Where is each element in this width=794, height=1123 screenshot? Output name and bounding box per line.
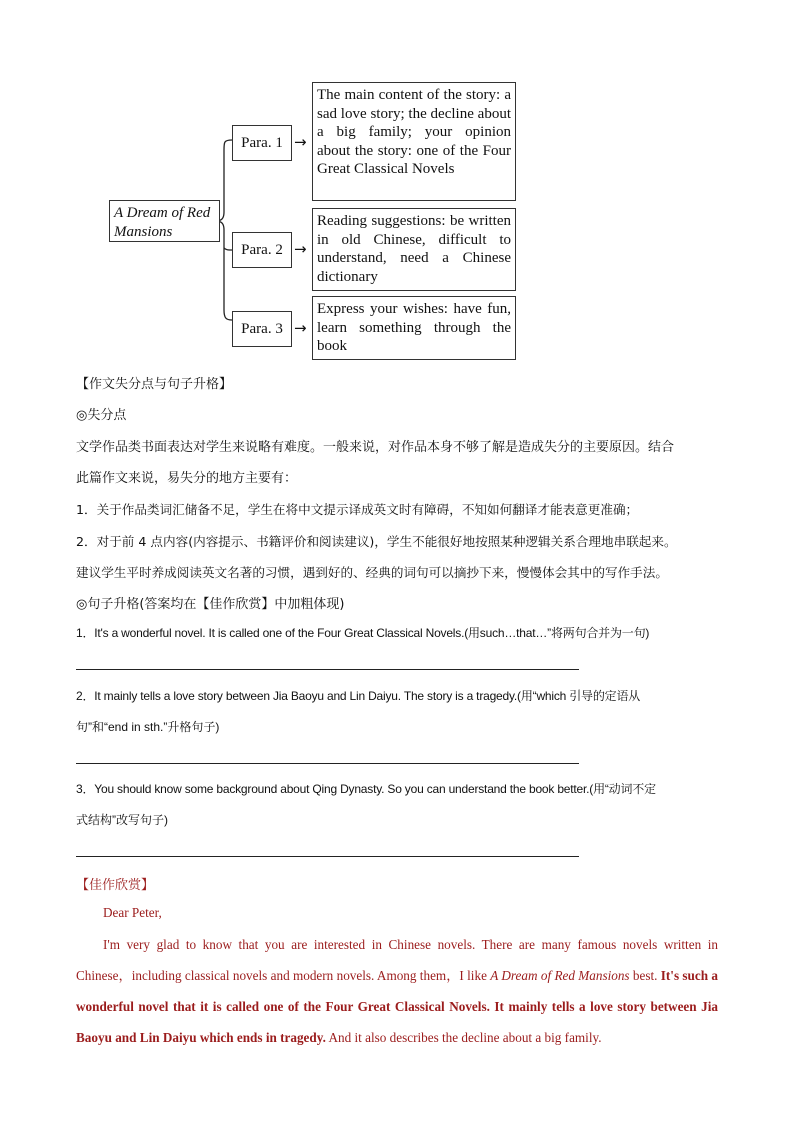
arrow-para-2: → (294, 240, 307, 258)
upgrade-question-2-line-2: 句”和“end in sth.”升格句子) (76, 720, 220, 734)
lose-points-heading: ◎失分点 (76, 408, 127, 423)
lose-point-item-1: 1．关于作品类词汇储备不足，学生在将中文提示译成英文时有障碍，不知如何翻译才能表意更准确； (76, 502, 639, 517)
upgrade-question-1: 1．It's a wonderful novel. It is called one of the Four Great Classical Novels.(用such…that…”将两句合并为一句) (76, 626, 650, 640)
letter-salutation: Dear Peter, (103, 905, 162, 920)
upgrade-question-3-line-1: 3．You should know some background about Qing Dynasty. So you can understand the book better.(用“动词不定 (76, 782, 656, 796)
para-1-content: The main content of the story: a sad love story; the decline about a big family; your opinion about the story: one of the Four Great Classical Novels (312, 82, 516, 201)
para-1-label: Para. 1 (232, 125, 292, 161)
lose-point-item-2: 2．对于前 4 点内容(内容提示、书籍评价和阅读建议)，学生不能很好地按照某种逻辑关系合理地串联起来。 (76, 534, 677, 549)
upgrade-question-2-line-1: 2．It mainly tells a love story between Jia Baoyu and Lin Daiyu. The story is a tragedy.(用“which 引导的定语从 (76, 689, 641, 703)
answer-line-3[interactable] (76, 856, 579, 857)
arrow-para-1: → (294, 133, 307, 151)
letter-p1-text-c: And it also describes the decline about a big family. (325, 1030, 602, 1045)
root-book-title: A Dream of Red Mansions (109, 200, 220, 242)
model-essay-heading: 【佳作欣赏】 (76, 878, 155, 893)
arrow-para-3: → (294, 319, 307, 337)
lose-points-intro-1: 文学作品类书面表达对学生来说略有难度。一般来说，对作品本身不够了解是造成失分的主要原因。结合 (76, 440, 675, 455)
upgrade-question-3-line-2: 式结构”改写句子) (76, 813, 168, 827)
answer-line-1[interactable] (76, 669, 579, 670)
para-2-content: Reading suggestions: be written in old Chinese, difficult to understand, need a Chinese dictionary (312, 208, 516, 291)
answer-line-2[interactable] (76, 763, 579, 764)
section-title: 【作文失分点与句子升格】 (76, 377, 233, 392)
story-structure-diagram (0, 0, 794, 370)
letter-book-title: A Dream of Red Mansions (490, 968, 630, 983)
letter-p1-text-b: best. (629, 968, 661, 983)
para-3-label: Para. 3 (232, 311, 292, 347)
letter-bold-answer: It's such a wonderful novel that it is called one of the Four Great Classical Novels. It mainly tells a love story between Jia Baoyu and Lin Daiyu which ends in tragedy. (76, 968, 718, 1045)
letter-paragraph-1 (76, 929, 718, 1053)
lose-points-advice: 建议学生平时养成阅读英文名著的习惯，遇到好的、经典的词句可以摘抄下来，慢慢体会其中的写作手法。 (76, 565, 668, 580)
upgrade-heading: ◎句子升格(答案均在【佳作欣赏】中加粗体现) (76, 597, 345, 612)
letter-p1-text-a: I'm very glad to know that you are interested in Chinese novels. There are many famous novels written in Chinese，including classical novels and modern novels. Among them，I like (76, 937, 718, 983)
para-3-content: Express your wishes: have fun, learn something through the book (312, 296, 516, 360)
para-2-label: Para. 2 (232, 232, 292, 268)
lose-points-intro-2: 此篇作文来说，易失分的地方主要有： (76, 471, 298, 486)
